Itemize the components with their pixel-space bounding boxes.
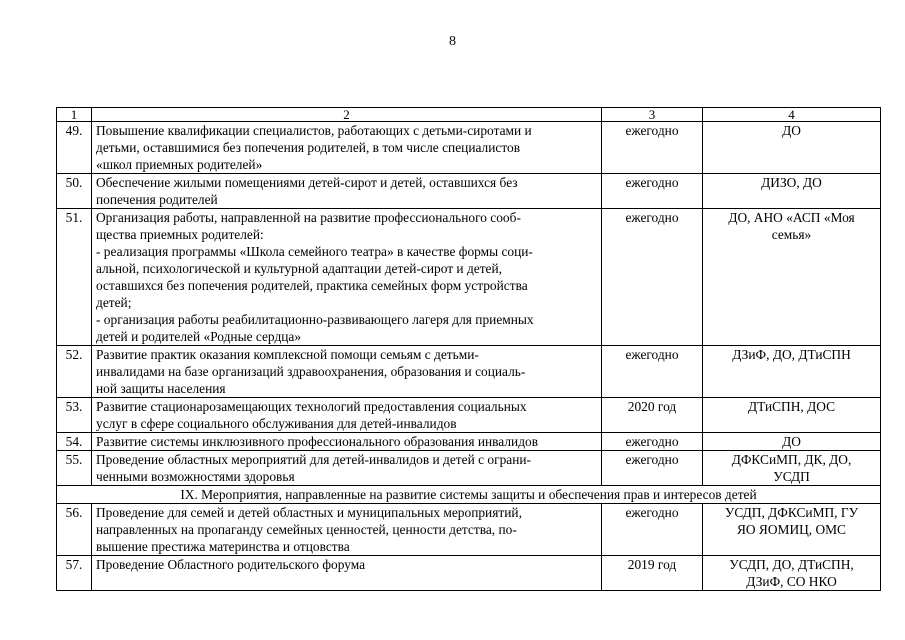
executor-cell	[703, 122, 881, 174]
executor-cell	[703, 433, 881, 451]
table-row	[57, 174, 881, 209]
row-number: 51.	[57, 209, 92, 346]
measure-description-line: Проведение Областного родительского форума	[96, 557, 366, 572]
term-cell: 2019 год	[602, 556, 703, 591]
section-row	[57, 486, 881, 504]
executor-line: ДЗиФ, ДО, ДТиСПН	[732, 347, 851, 362]
measure-description-line: попечения родителей	[96, 192, 218, 207]
measure-description-line: детьми, оставшимися без попечения родителей, в том числе специалистов	[96, 140, 521, 155]
term-cell: ежегодно	[602, 122, 703, 174]
term-cell: ежегодно	[602, 209, 703, 346]
row-number: 52.	[57, 346, 92, 398]
executor-cell	[703, 504, 881, 556]
row-number: 56.	[57, 504, 92, 556]
page-number: 8	[449, 34, 456, 49]
column-header-executor: 4	[703, 108, 881, 122]
executor-line: УСДП	[773, 469, 810, 484]
measure-description-line: щества приемных родителей:	[96, 227, 264, 242]
measure-description-line: Проведение областных мероприятий для детей-инвалидов и детей с ограни-	[96, 452, 532, 467]
measure-description-line: Развитие стационарозамещающих технологий предоставления социальных	[96, 399, 527, 414]
measure-description-line: инвалидами на базе организаций здравоохранения, образования и социаль-	[96, 364, 526, 379]
term-cell: 2020 год	[602, 398, 703, 433]
row-number: 50.	[57, 174, 92, 209]
column-header-measure: 2	[92, 108, 602, 122]
measure-description-line: ной защиты населения	[96, 381, 226, 396]
executor-line: ДИЗО, ДО	[761, 175, 822, 190]
measure-description	[92, 433, 602, 451]
executor-line: ДО	[782, 123, 801, 138]
executor-cell	[703, 556, 881, 591]
executor-line: ЯО ЯОМИЦ, ОМС	[736, 522, 846, 537]
executor-line: семья»	[771, 227, 812, 242]
measure-description	[92, 346, 602, 398]
table-row	[57, 504, 881, 556]
term-cell: ежегодно	[602, 433, 703, 451]
column-header-number: 1	[57, 108, 92, 122]
section-title: IX. Мероприятия, направленные на развитие системы защиты и обеспечения прав и интересов детей	[57, 486, 881, 504]
measure-description-line: «школ приемных родителей»	[96, 157, 263, 172]
executor-cell	[703, 398, 881, 433]
term-cell: ежегодно	[602, 451, 703, 486]
measure-description	[92, 209, 602, 346]
measure-description-line: направленных на пропаганду семейных ценностей, ценности детства, по-	[96, 522, 517, 537]
row-number: 57.	[57, 556, 92, 591]
table-row	[57, 122, 881, 174]
measure-description	[92, 556, 602, 591]
term-cell: ежегодно	[602, 346, 703, 398]
table-header-row	[57, 108, 881, 122]
executor-line: ДТиСПН, ДОС	[747, 399, 835, 414]
executor-line: УСДП, ДО, ДТиСПН,	[729, 557, 854, 572]
measure-description-line: детей и родителей «Родные сердца»	[96, 329, 302, 344]
column-header-term: 3	[602, 108, 703, 122]
table-row	[57, 398, 881, 433]
measure-description	[92, 174, 602, 209]
executor-line: УСДП, ДФКСиМП, ГУ	[724, 505, 859, 520]
table-row	[57, 556, 881, 591]
measure-description-line: Обеспечение жилыми помещениями детей-сирот и детей, оставшихся без	[96, 175, 518, 190]
executor-cell	[703, 209, 881, 346]
row-number: 55.	[57, 451, 92, 486]
measures-table	[56, 107, 881, 591]
executor-line: ДО	[782, 434, 801, 449]
measure-description	[92, 122, 602, 174]
measure-description-line: оставшихся без попечения родителей, практика семейных форм устройства	[96, 278, 528, 293]
executor-cell	[703, 174, 881, 209]
executor-line: ДЗиФ, СО НКО	[746, 574, 837, 589]
table-row	[57, 346, 881, 398]
measure-description-line: - реализация программы «Школа семейного театра» в качестве формы соци-	[96, 244, 533, 259]
term-cell: ежегодно	[602, 504, 703, 556]
term-cell: ежегодно	[602, 174, 703, 209]
measure-description-line: - организация работы реабилитационно-развивающего лагеря для приемных	[96, 312, 534, 327]
table-row	[57, 451, 881, 486]
measure-description-line: услуг в сфере социального обслуживания для детей-инвалидов	[96, 416, 457, 431]
measure-description	[92, 398, 602, 433]
measure-description	[92, 451, 602, 486]
table-row	[57, 209, 881, 346]
measure-description-line: Проведение для семей и детей областных и муниципальных мероприятий,	[96, 505, 522, 520]
executor-line: ДО, АНО «АСП «Моя	[728, 210, 855, 225]
measure-description-line: вышение престижа материнства и отцовства	[96, 539, 350, 554]
measure-description-line: Повышение квалификации специалистов, работающих с детьми-сиротами и	[96, 123, 532, 138]
measure-description-line: Развитие системы инклюзивного профессионального образования инвалидов	[96, 434, 539, 449]
executor-line: ДФКСиМП, ДК, ДО,	[731, 452, 852, 467]
executor-cell	[703, 451, 881, 486]
row-number: 54.	[57, 433, 92, 451]
measure-description-line: Организация работы, направленной на развитие профессионального сооб-	[96, 210, 521, 225]
row-number: 53.	[57, 398, 92, 433]
measure-description-line: ченными возможностями здоровья	[96, 469, 295, 484]
table-row	[57, 433, 881, 451]
measure-description	[92, 504, 602, 556]
measure-description-line: альной, психологической и культурной адаптации детей-сирот и детей,	[96, 261, 503, 276]
measure-description-line: детей;	[96, 295, 132, 310]
row-number: 49.	[57, 122, 92, 174]
measure-description-line: Развитие практик оказания комплексной помощи семьям с детьми-	[96, 347, 479, 362]
executor-cell	[703, 346, 881, 398]
